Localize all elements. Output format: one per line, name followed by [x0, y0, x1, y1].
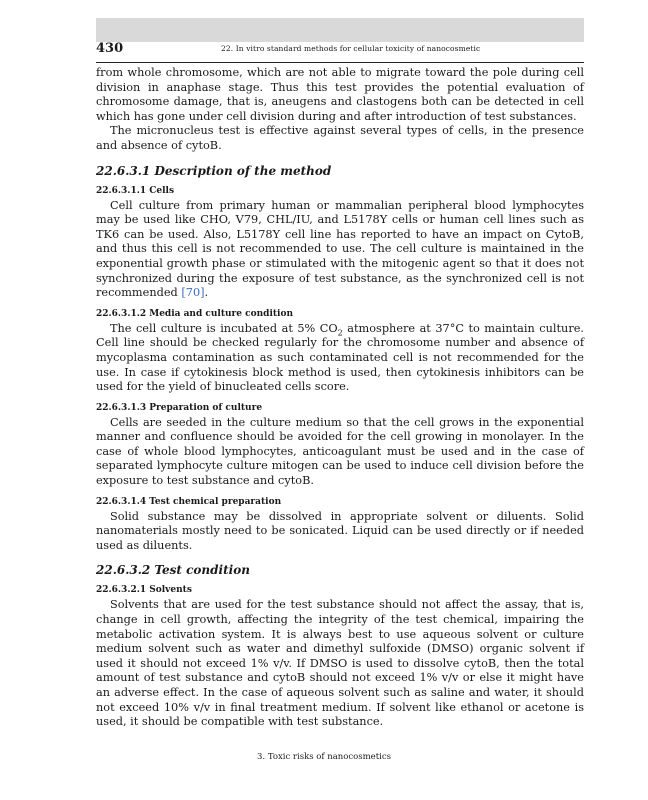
- intro-paragraph-2: The micronucleus test is effective against several types of cells, in the presence and absence of cytoB.: [96, 124, 584, 152]
- page-number: 430: [96, 41, 124, 56]
- preparation-paragraph: Cells are seeded in the culture medium so that the cell grows in the exponential manner and confluence should be avoided for the cell growing in monolayer. In the case of whole blood lymphocytes, anticoagulant must be used and in the case of separated lymphocyte culture mitogen can be used to induce cell division before the exposure to test substance and cytoB.: [96, 415, 584, 488]
- cells-text: Cell culture from primary human or mammalian peripheral blood lymphocytes may be used like CHO, V79, CHL/IU, and L5178Y cells or human cell lines such as TK6 can be used. Also, L5178Y cell line has reported to have an impact on CytoB, and thus this cell is not recommended to use. The cell culture is maintained in the exponential growth phase or stimulated with the mitogenic agent so that it does not synchronized during the exposure of test substance, as the synchronized cell is not recommended: [96, 198, 584, 300]
- cells-text-end: .: [204, 286, 209, 300]
- co2-subscript: 2: [337, 327, 343, 337]
- media-paragraph: [96, 322, 584, 395]
- subsection-heading-cells: 22.6.3.1.1 Cells: [96, 185, 175, 196]
- header-band: [96, 18, 584, 42]
- subsection-heading-chemical: 22.6.3.1.4 Test chemical preparation: [96, 496, 282, 507]
- section-heading-description: 22.6.3.1 Description of the method: [96, 163, 332, 178]
- body-text: [96, 66, 584, 730]
- cells-paragraph: [96, 199, 584, 301]
- running-head: [96, 40, 584, 63]
- page-footer: 3. Toxic risks of nanocosmetics: [257, 752, 391, 762]
- intro-paragraph-1: from whole chromosome, which are not able to migrate toward the pole during cell division in anaphase stage. Thus this test provides the potential evaluation of chromosome damage, that is, aneugens and clastogens both can be detected in cell which has gone under cell division during and after introduction of test substances.: [96, 66, 584, 123]
- subsection-heading-preparation: 22.6.3.1.3 Preparation of culture: [96, 402, 263, 413]
- reference-link[interactable]: [70]: [181, 286, 205, 300]
- media-text-b: atmosphere at 37°C to maintain culture. Cell line should be checked regularly for the chromosome number and absence of mycoplasma contamination as such contaminated cell is not recommended for the use. In case if cytokinesis block method is used, then cytokinesis inhibitors can be used for the yield of binucleated cells score.: [96, 321, 584, 394]
- subsection-heading-solvents: 22.6.3.2.1 Solvents: [96, 585, 192, 596]
- section-heading-test-condition: 22.6.3.2 Test condition: [96, 563, 250, 578]
- solvents-paragraph: Solvents that are used for the test substance should not affect the assay, that is, change in cell growth, affecting the integrity of the test chemical, impairing the metabolic activation system. It is always best to use aqueous solvent or culture medium solvent such as water and dimethyl sulfoxide (DMSO) organic solvent if used it should not exceed 1% v/v. If DMSO is used to dissolve cytoB, then the total amount of test substance and cytoB should not exceed 1% v/v or else it might have an adverse effect. In the case of aqueous solvent such as saline and water, it should not exceed 10% v/v in final treatment medium. If solvent like ethanol or acetone is used, it should be compatible with test substance.: [96, 598, 584, 729]
- media-text-a: The cell culture is incubated at 5% CO: [110, 321, 338, 335]
- chemical-paragraph: Solid substance may be dissolved in appropriate solvent or diluents. Solid nanomaterials mostly need to be sonicated. Liquid can be used directly or if needed used as diluents.: [96, 509, 584, 552]
- subsection-heading-media: 22.6.3.1.2 Media and culture condition: [96, 308, 294, 319]
- chapter-title: 22. In vitro standard methods for cellular toxicity of nanocosmetic: [221, 44, 481, 53]
